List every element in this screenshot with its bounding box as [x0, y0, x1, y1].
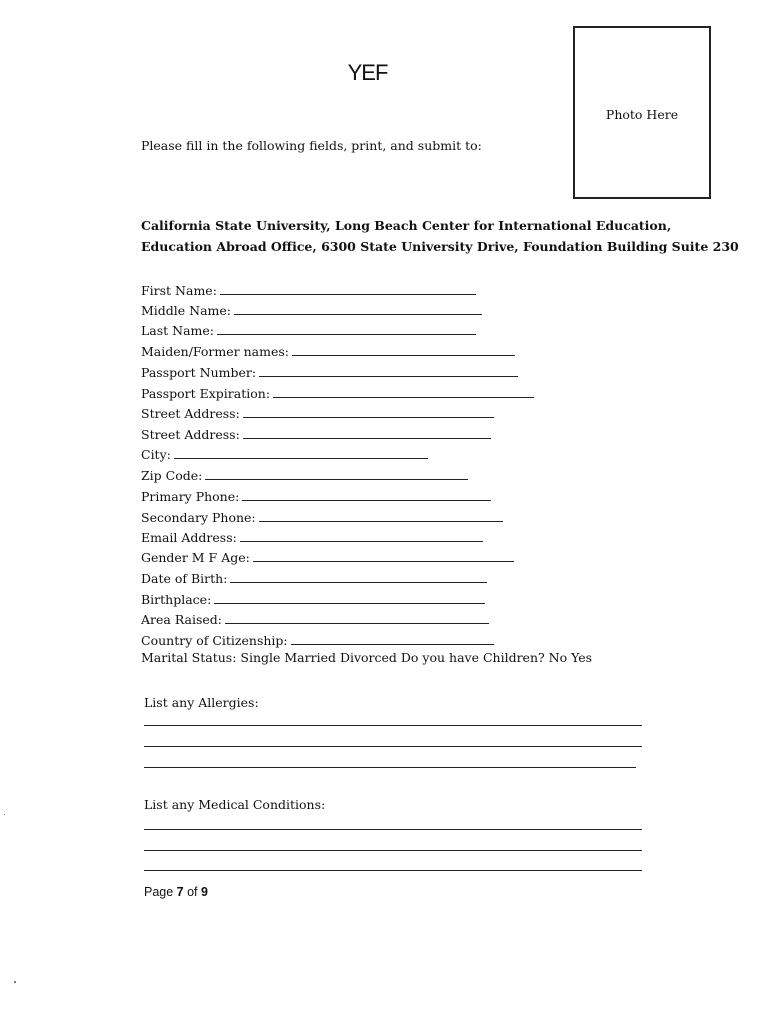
field-label: Area Raised: — [141, 612, 222, 627]
form-field — [141, 590, 485, 610]
allergies-line[interactable] — [144, 746, 642, 747]
field-label: Birthplace: — [141, 592, 212, 607]
form-field — [141, 342, 515, 362]
field-label: Secondary Phone: — [141, 510, 256, 525]
medical-line[interactable] — [144, 850, 642, 851]
field-blank-line[interactable] — [214, 590, 485, 604]
form-field — [141, 301, 482, 321]
field-blank-line[interactable] — [225, 610, 489, 624]
form-field — [141, 508, 503, 528]
allergies-line[interactable] — [144, 767, 636, 768]
field-label: Last Name: — [141, 323, 215, 338]
page-prefix: Page — [144, 885, 177, 899]
field-blank-line[interactable] — [174, 445, 428, 459]
intro-text: Please fill in the following fields, print, and submit to: — [141, 138, 482, 153]
field-blank-line[interactable] — [259, 363, 518, 377]
form-field — [141, 610, 489, 630]
page-current: 7 — [176, 885, 184, 899]
medical-line[interactable] — [144, 829, 642, 830]
form-field — [141, 404, 494, 424]
field-label: Passport Number: — [141, 365, 257, 380]
scan-speck — [14, 981, 16, 983]
allergies-label: List any Allergies: — [144, 695, 259, 710]
field-label: Street Address: — [141, 406, 240, 421]
field-blank-line[interactable] — [243, 425, 491, 439]
page-number — [144, 885, 208, 899]
scan-speck — [4, 814, 5, 815]
field-label: Street Address: — [141, 427, 240, 442]
field-label: Gender M F Age: — [141, 550, 250, 565]
field-blank-line[interactable] — [220, 281, 476, 295]
medical-label: List any Medical Conditions: — [144, 797, 326, 812]
form-field — [141, 281, 476, 301]
field-blank-line[interactable] — [234, 301, 482, 315]
field-blank-line[interactable] — [259, 508, 503, 522]
field-label: Zip Code: — [141, 468, 203, 483]
form-field — [141, 631, 494, 651]
form-field — [141, 569, 487, 589]
medical-line[interactable] — [144, 870, 642, 871]
form-field — [141, 487, 491, 507]
form-field — [141, 425, 491, 445]
address-line-2: Education Abroad Office, 6300 State University Drive, Foundation Building Suite 230 — [141, 239, 739, 254]
field-blank-line[interactable] — [291, 631, 494, 645]
field-label: City: — [141, 447, 171, 462]
form-field — [141, 363, 518, 383]
form-title: YEF — [347, 60, 388, 85]
field-label: Middle Name: — [141, 303, 232, 318]
field-label: First Name: — [141, 283, 217, 298]
field-label: Primary Phone: — [141, 489, 240, 504]
field-blank-line[interactable] — [240, 528, 483, 542]
field-blank-line[interactable] — [292, 342, 515, 356]
field-blank-line[interactable] — [253, 548, 514, 562]
page-of: of — [183, 885, 201, 899]
field-blank-line[interactable] — [242, 487, 491, 501]
photo-box — [573, 26, 711, 199]
field-blank-line[interactable] — [230, 569, 487, 583]
form-field — [141, 466, 468, 486]
field-label: Country of Citizenship: — [141, 633, 288, 648]
field-blank-line[interactable] — [273, 384, 534, 398]
field-label: Maiden/Former names: — [141, 344, 289, 359]
field-blank-line[interactable] — [217, 321, 476, 335]
address-line-1: California State University, Long Beach Center for International Education, — [141, 218, 672, 233]
field-label: Passport Expiration: — [141, 386, 271, 401]
form-field — [141, 321, 476, 341]
field-blank-line[interactable] — [205, 466, 468, 480]
form-field — [141, 445, 428, 465]
marital-status: Marital Status: Single Married Divorced Do you have Children? No Yes — [141, 650, 593, 665]
form-field — [141, 548, 514, 568]
field-label: Date of Birth: — [141, 571, 228, 586]
field-blank-line[interactable] — [243, 404, 494, 418]
field-label: Email Address: — [141, 530, 237, 545]
form-field — [141, 384, 534, 404]
photo-label: Photo Here — [605, 107, 679, 122]
allergies-line[interactable] — [144, 725, 642, 726]
form-field — [141, 528, 483, 548]
page-total: 9 — [201, 885, 208, 899]
